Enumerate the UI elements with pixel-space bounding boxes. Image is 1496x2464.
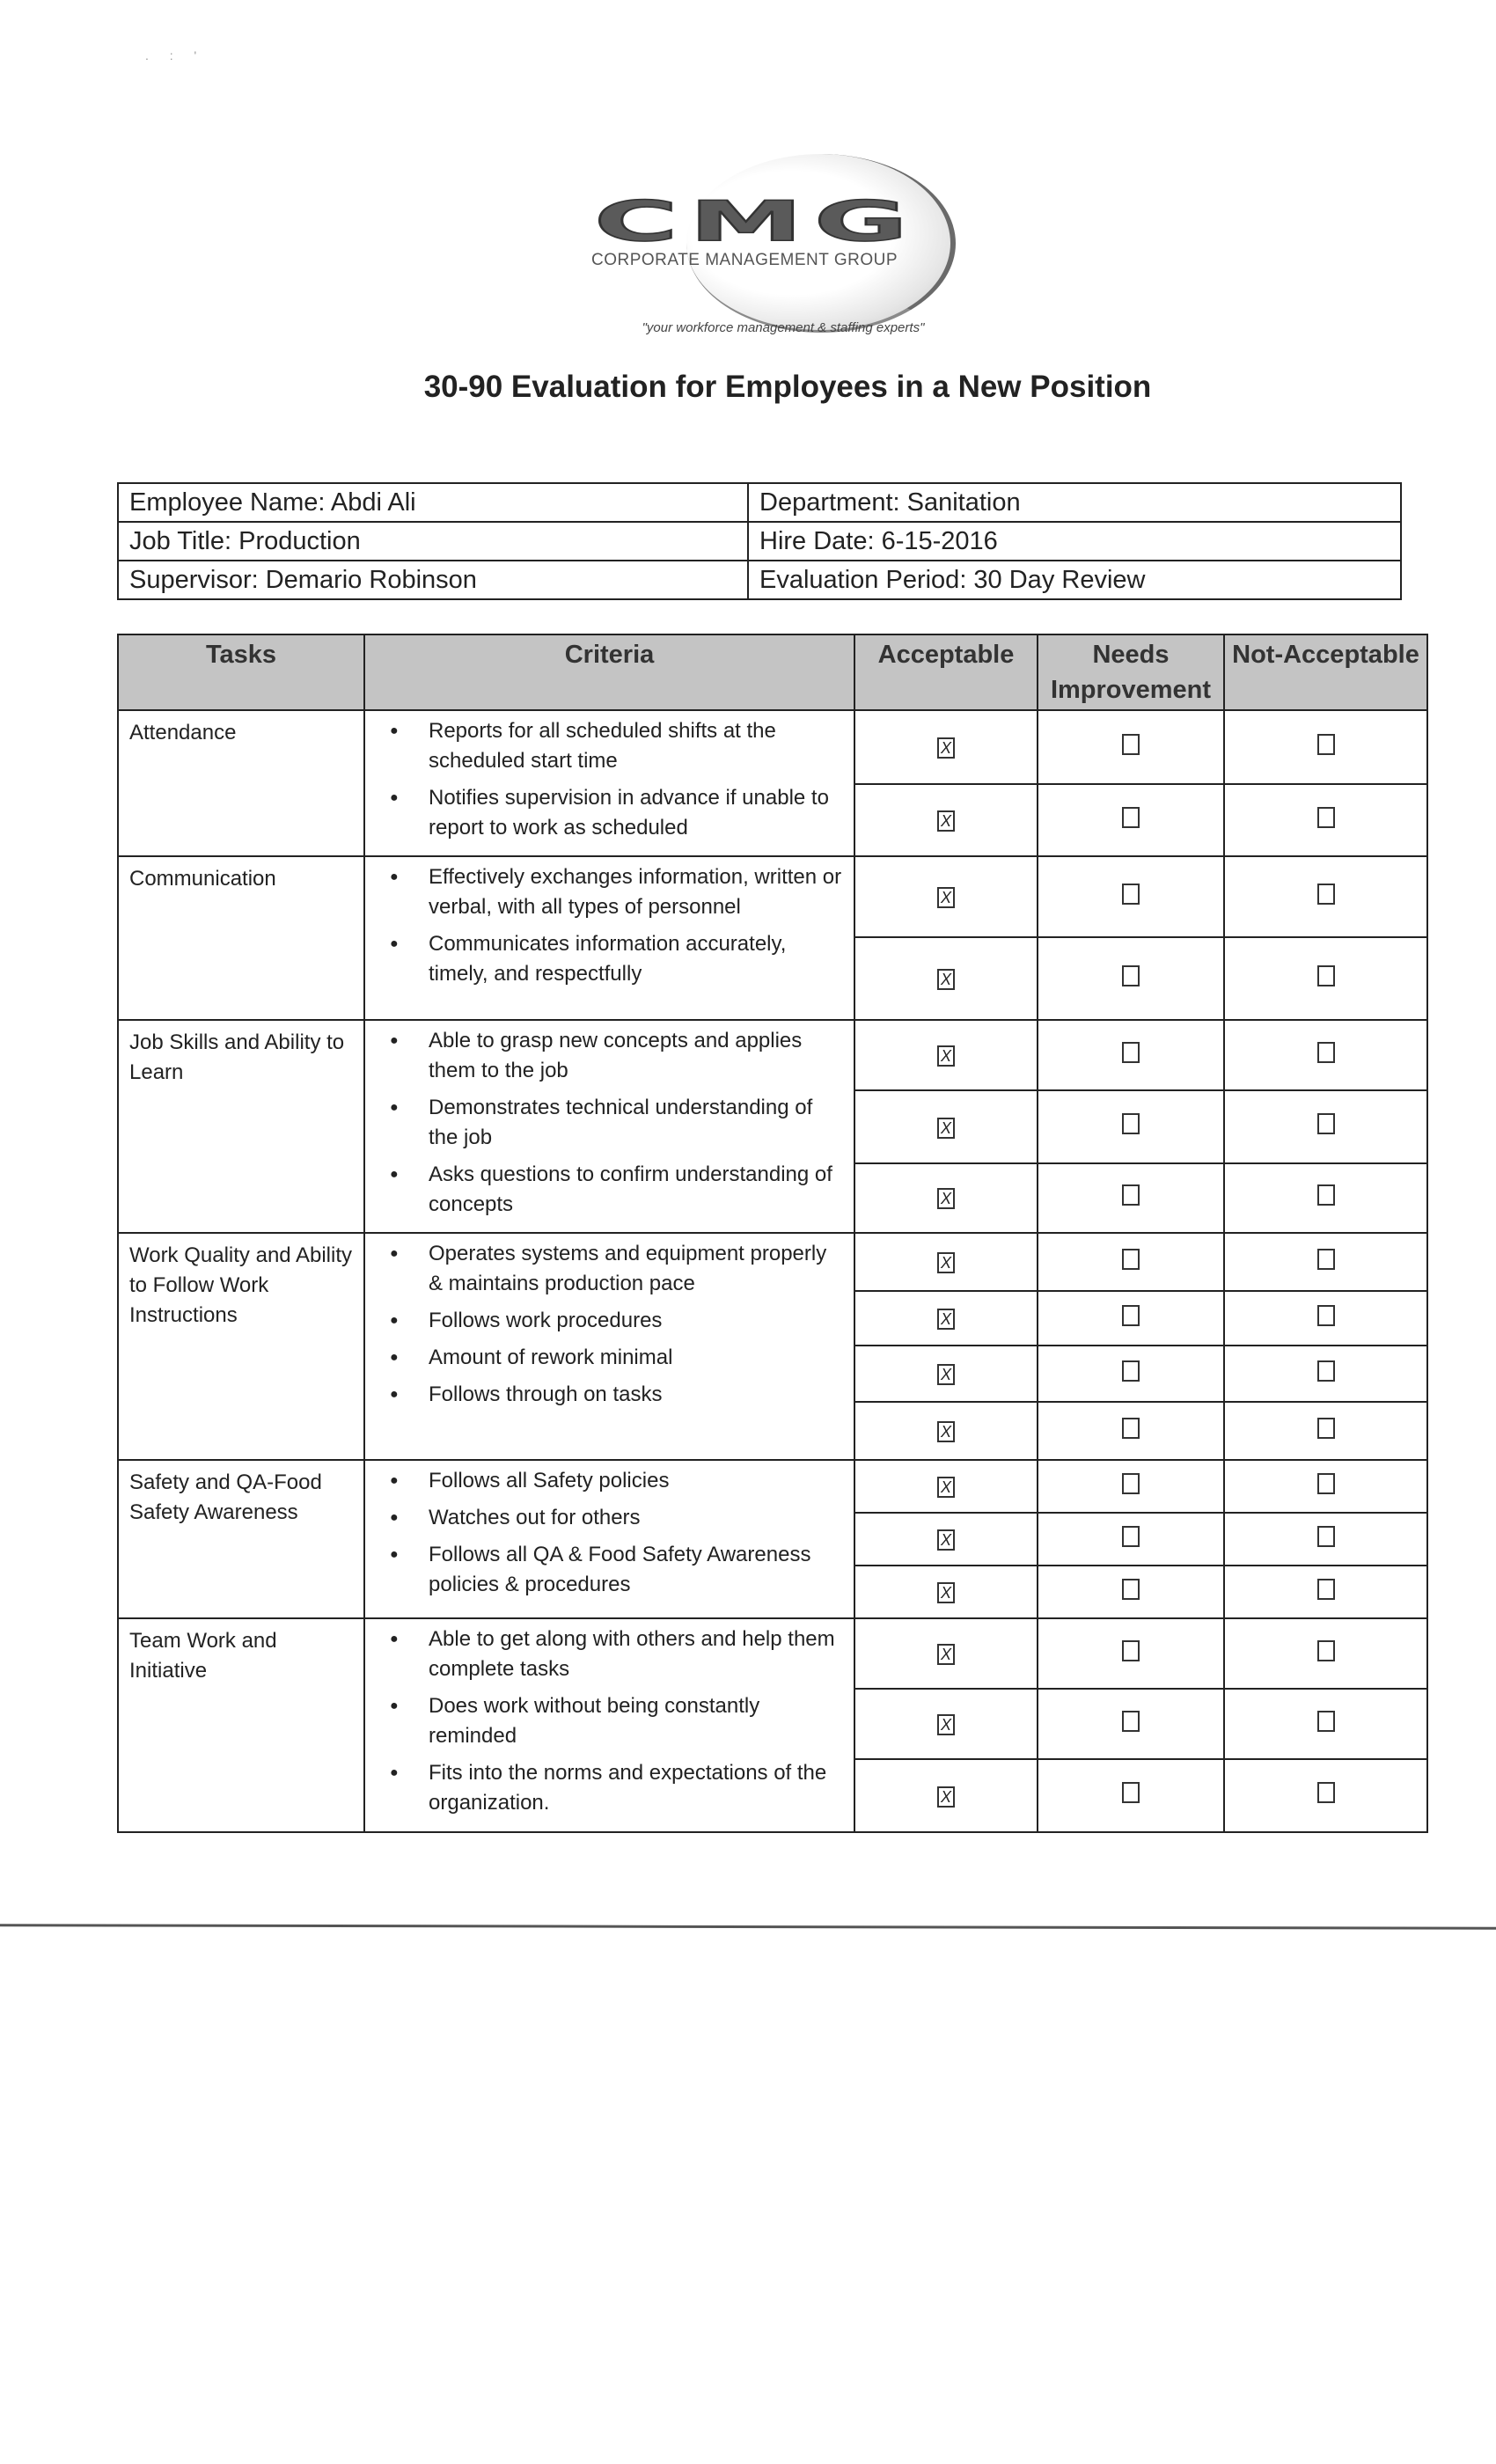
rating-cell [854, 1346, 1038, 1402]
empty-checkbox[interactable] [1122, 1526, 1140, 1547]
page-title: 30-90 Evaluation for Employees in a New Position [423, 370, 1152, 404]
empty-checkbox[interactable] [1122, 1473, 1140, 1494]
task-name: Safety and QA-Food Safety Awareness [118, 1460, 364, 1618]
criteria-list [364, 1618, 854, 1832]
criteria-item: ● Operates systems and equipment properly & maintains production pace [383, 1239, 845, 1299]
rating-cell [1038, 1163, 1224, 1233]
checked-checkbox[interactable]: X [937, 1252, 955, 1273]
criteria-item: ● Communicates information accurately, timely, and respectfully [383, 929, 845, 989]
criteria-list [364, 1460, 854, 1618]
rating-cell [1038, 1566, 1224, 1618]
table-row [118, 710, 1427, 784]
rating-cell [854, 1513, 1038, 1566]
checked-checkbox[interactable]: X [937, 969, 955, 990]
checked-checkbox[interactable]: X [937, 1714, 955, 1735]
rating-cell [1038, 1618, 1224, 1689]
rating-cell [1224, 1513, 1427, 1566]
rating-cell [854, 1163, 1038, 1233]
criteria-item: ● Demonstrates technical understanding of the job [383, 1093, 845, 1153]
empty-checkbox[interactable] [1122, 1579, 1140, 1600]
empty-checkbox[interactable] [1317, 1782, 1335, 1803]
rating-cell [854, 710, 1038, 784]
empty-checkbox[interactable] [1122, 1418, 1140, 1439]
empty-checkbox[interactable] [1122, 884, 1140, 905]
empty-checkbox[interactable] [1317, 1418, 1335, 1439]
rating-cell [1224, 1618, 1427, 1689]
rating-cell [854, 1402, 1038, 1460]
table-row [118, 1460, 1427, 1513]
table-header-row [118, 634, 1427, 710]
checked-checkbox[interactable]: X [937, 1786, 955, 1808]
empty-checkbox[interactable] [1317, 1360, 1335, 1382]
checked-checkbox[interactable]: X [937, 1421, 955, 1442]
rating-cell [1038, 784, 1224, 856]
rating-cell [1038, 1020, 1224, 1090]
criteria-item: ● Fits into the norms and expectations of the organization. [383, 1758, 845, 1818]
empty-checkbox[interactable] [1122, 1042, 1140, 1063]
empty-checkbox[interactable] [1122, 1184, 1140, 1206]
rating-cell [1038, 1460, 1224, 1513]
rating-cell [1224, 1566, 1427, 1618]
checked-checkbox[interactable]: X [937, 1118, 955, 1139]
criteria-item: ● Effectively exchanges information, written or verbal, with all types of personnel [383, 862, 845, 922]
task-name: Communication [118, 856, 364, 1020]
empty-checkbox[interactable] [1317, 734, 1335, 755]
job-title-field: Job Title: Production [118, 522, 748, 561]
evaluation-period-field: Evaluation Period: 30 Day Review [748, 561, 1401, 599]
page-divider [0, 1924, 1496, 1930]
empty-checkbox[interactable] [1317, 1113, 1335, 1134]
empty-checkbox[interactable] [1317, 1184, 1335, 1206]
rating-cell [1224, 1759, 1427, 1832]
rating-cell [854, 1566, 1038, 1618]
rating-cell [1224, 1291, 1427, 1346]
empty-checkbox[interactable] [1317, 1526, 1335, 1547]
hire-date-field: Hire Date: 6-15-2016 [748, 522, 1401, 561]
rating-cell [1224, 1689, 1427, 1759]
rating-cell [1224, 784, 1427, 856]
empty-checkbox[interactable] [1122, 1305, 1140, 1326]
table-row [118, 1233, 1427, 1291]
empty-checkbox[interactable] [1122, 1360, 1140, 1382]
criteria-list [364, 1233, 854, 1460]
employee-info-table [117, 482, 1402, 600]
criteria-item: ● Amount of rework minimal [383, 1343, 845, 1373]
empty-checkbox[interactable] [1317, 1473, 1335, 1494]
rating-cell [1038, 1233, 1224, 1291]
department-field: Department: Sanitation [748, 483, 1401, 522]
table-row [118, 1020, 1427, 1090]
rating-cell [1038, 1759, 1224, 1832]
criteria-item: ● Reports for all scheduled shifts at the scheduled start time [383, 716, 845, 776]
checked-checkbox[interactable]: X [937, 1309, 955, 1330]
checked-checkbox[interactable]: X [937, 1582, 955, 1603]
rating-cell [1038, 1346, 1224, 1402]
scan-specks: . : ' [145, 48, 206, 62]
criteria-item: ● Watches out for others [383, 1503, 845, 1533]
rating-cell [1038, 1090, 1224, 1162]
rating-cell [854, 1689, 1038, 1759]
table-row [118, 856, 1427, 937]
supervisor-field: Supervisor: Demario Robinson [118, 561, 748, 599]
rating-cell [854, 1020, 1038, 1090]
task-name: Job Skills and Ability to Learn [118, 1020, 364, 1233]
criteria-item: ● Follows through on tasks [383, 1380, 845, 1410]
empty-checkbox[interactable] [1122, 1113, 1140, 1134]
checked-checkbox[interactable]: X [937, 810, 955, 832]
checked-checkbox[interactable]: X [937, 1364, 955, 1385]
logo-mark: CMG [594, 188, 920, 254]
empty-checkbox[interactable] [1122, 807, 1140, 828]
criteria-list [364, 710, 854, 856]
empty-checkbox[interactable] [1317, 1579, 1335, 1600]
header-tasks: Tasks [118, 634, 364, 710]
criteria-item: ● Able to get along with others and help them complete tasks [383, 1624, 845, 1684]
rating-cell [1038, 1513, 1224, 1566]
rating-cell [854, 1233, 1038, 1291]
rating-cell [854, 784, 1038, 856]
rating-cell [854, 1460, 1038, 1513]
evaluation-table [117, 634, 1428, 1833]
header-not-acceptable: Not-Acceptable [1224, 634, 1427, 710]
checked-checkbox[interactable]: X [937, 1477, 955, 1498]
rating-cell [854, 1291, 1038, 1346]
empty-checkbox[interactable] [1317, 884, 1335, 905]
criteria-item: ● Follows work procedures [383, 1306, 845, 1336]
logo-company-name: CORPORATE MANAGEMENT GROUP [591, 251, 898, 269]
criteria-item: ● Does work without being constantly reminded [383, 1691, 845, 1751]
task-name: Work Quality and Ability to Follow Work Instructions [118, 1233, 364, 1460]
empty-checkbox[interactable] [1122, 1782, 1140, 1803]
rating-cell [854, 1090, 1038, 1162]
checked-checkbox[interactable]: X [937, 1529, 955, 1551]
rating-cell [854, 937, 1038, 1020]
task-name: Attendance [118, 710, 364, 856]
criteria-item: ● Follows all QA & Food Safety Awareness policies & procedures [383, 1540, 845, 1600]
checked-checkbox[interactable]: X [937, 1045, 955, 1067]
employee-name-field: Employee Name: Abdi Ali [118, 483, 748, 522]
header-criteria: Criteria [364, 634, 854, 710]
criteria-item: ● Able to grasp new concepts and applies them to the job [383, 1026, 845, 1086]
rating-cell [1224, 1090, 1427, 1162]
empty-checkbox[interactable] [1122, 1249, 1140, 1270]
rating-cell [1224, 937, 1427, 1020]
rating-cell [854, 1759, 1038, 1832]
rating-cell [1038, 1402, 1224, 1460]
rating-cell [1038, 710, 1224, 784]
empty-checkbox[interactable] [1122, 1640, 1140, 1661]
criteria-item: ● Notifies supervision in advance if unable to report to work as scheduled [383, 783, 845, 843]
rating-cell [1038, 1291, 1224, 1346]
rating-cell [1224, 710, 1427, 784]
empty-checkbox[interactable] [1317, 1711, 1335, 1732]
rating-cell [1038, 1689, 1224, 1759]
empty-checkbox[interactable] [1122, 1711, 1140, 1732]
cmg-logo [581, 154, 950, 343]
rating-cell [1224, 1402, 1427, 1460]
rating-cell [854, 1618, 1038, 1689]
logo-tagline: "your workforce management & staffing experts" [642, 320, 925, 335]
criteria-list [364, 1020, 854, 1233]
rating-cell [854, 856, 1038, 937]
empty-checkbox[interactable] [1122, 965, 1140, 986]
checked-checkbox[interactable]: X [937, 1644, 955, 1665]
rating-cell [1224, 1020, 1427, 1090]
task-name: Team Work and Initiative [118, 1618, 364, 1832]
empty-checkbox[interactable] [1317, 1042, 1335, 1063]
header-acceptable: Acceptable [854, 634, 1038, 710]
criteria-item: ● Follows all Safety policies [383, 1466, 845, 1496]
rating-cell [1224, 1460, 1427, 1513]
rating-cell [1224, 1233, 1427, 1291]
rating-cell [1038, 937, 1224, 1020]
empty-checkbox[interactable] [1122, 734, 1140, 755]
empty-checkbox[interactable] [1317, 1305, 1335, 1326]
empty-checkbox[interactable] [1317, 965, 1335, 986]
rating-cell [1224, 1346, 1427, 1402]
rating-cell [1224, 856, 1427, 937]
rating-cell [1224, 1163, 1427, 1233]
checked-checkbox[interactable]: X [937, 887, 955, 908]
header-needs-improvement: Needs Improvement [1038, 634, 1224, 710]
criteria-list [364, 856, 854, 1020]
table-row [118, 1618, 1427, 1689]
criteria-item: ● Asks questions to confirm understanding of concepts [383, 1160, 845, 1220]
rating-cell [1038, 856, 1224, 937]
checked-checkbox[interactable]: X [937, 737, 955, 759]
empty-checkbox[interactable] [1317, 1249, 1335, 1270]
checked-checkbox[interactable]: X [937, 1188, 955, 1209]
empty-checkbox[interactable] [1317, 1640, 1335, 1661]
empty-checkbox[interactable] [1317, 807, 1335, 828]
